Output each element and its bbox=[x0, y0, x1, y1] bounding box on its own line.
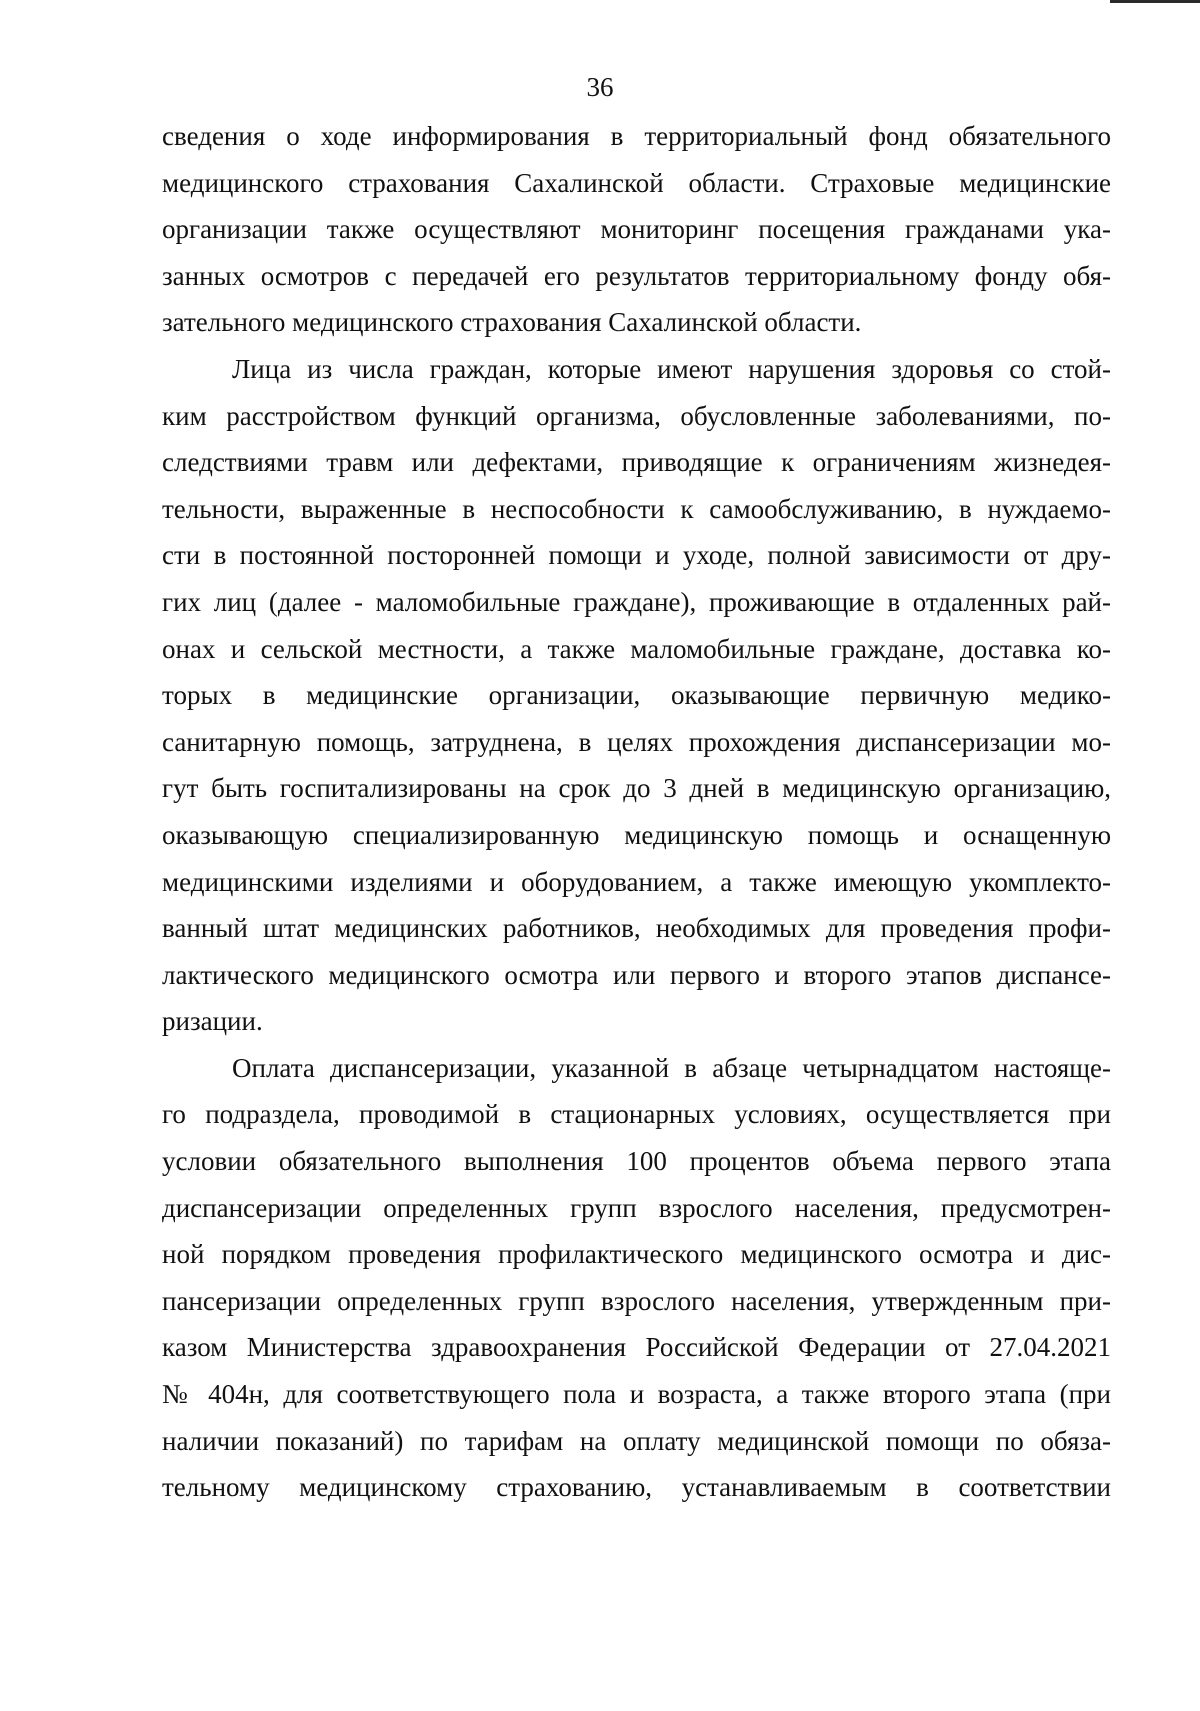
scan-edge-mark bbox=[1110, 0, 1200, 3]
text-line: го подраздела, проводимой в стационарных условиях, осуществляется при bbox=[162, 1099, 1111, 1130]
paragraph-3 bbox=[162, 1045, 1111, 1511]
text-line: гут быть госпитализированы на срок до 3 дней в медицинскую организацию, bbox=[162, 773, 1111, 804]
text-line: гих лиц (далее - маломобильные граждане), проживающие в отдаленных рай- bbox=[162, 586, 1111, 617]
text-line: организации также осуществляют мониторинг посещения гражданами ука- bbox=[162, 214, 1111, 245]
text-line: диспансеризации определенных групп взрослого населения, предусмотрен- bbox=[162, 1192, 1111, 1223]
text-line: зательного медицинского страхования Сахалинской области. bbox=[162, 307, 862, 338]
text-line: тельному медицинскому страхованию, устанавливаемым в соответствии bbox=[162, 1472, 1111, 1503]
text-line: занных осмотров с передачей его результатов территориальному фонду обя- bbox=[162, 260, 1111, 291]
page-number: 36 bbox=[586, 72, 614, 102]
text-line: сведения о ходе информирования в территориальный фонд обязательного bbox=[162, 121, 1111, 151]
text-line: № 404н, для соответствующего пола и возраста, а также второго этапа (при bbox=[162, 1379, 1111, 1410]
text-line: наличии показаний) по тарифам на оплату медицинской помощи по обяза- bbox=[162, 1425, 1111, 1456]
text-line: оказывающую специализированную медицинскую помощь и оснащенную bbox=[162, 819, 1111, 850]
text-line: онах и сельской местности, а также маломобильные граждане, доставка ко- bbox=[162, 633, 1111, 664]
text-line: ванный штат медицинских работников, необходимых для проведения профи- bbox=[162, 913, 1111, 944]
paragraph-2 bbox=[162, 346, 1111, 1045]
text-line: лактического медицинского осмотра или первого и второго этапов диспансе- bbox=[162, 959, 1111, 990]
body-text bbox=[162, 113, 1111, 1511]
text-line: санитарную помощь, затруднена, в целях прохождения диспансеризации мо- bbox=[162, 726, 1111, 757]
text-line: тельности, выраженные в неспособности к самообслуживанию, в нуждаемо- bbox=[162, 493, 1111, 524]
text-line: Лица из числа граждан, которые имеют нарушения здоровья со стой- bbox=[232, 353, 1111, 384]
text-line: казом Министерства здравоохранения Российской Федерации от 27.04.2021 bbox=[162, 1332, 1111, 1363]
text-line: следствиями травм или дефектами, приводящие к ограничениям жизнедея- bbox=[162, 447, 1111, 478]
text-line: торых в медицинские организации, оказывающие первичную медико- bbox=[162, 680, 1111, 711]
text-line: ризации. bbox=[162, 1006, 263, 1037]
text-line: Оплата диспансеризации, указанной в абзаце четырнадцатом настояще- bbox=[232, 1052, 1111, 1083]
text-line: пансеризации определенных групп взрослого населения, утвержденным при- bbox=[162, 1285, 1111, 1316]
text-line: медицинскими изделиями и оборудованием, а также имеющую укомплекто- bbox=[162, 866, 1111, 897]
text-line: ким расстройством функций организма, обусловленные заболеваниями, по- bbox=[162, 400, 1111, 431]
paragraph-1 bbox=[162, 113, 1111, 346]
text-line: ной порядком проведения профилактического медицинского осмотра и дис- bbox=[162, 1239, 1111, 1270]
text-line: сти в постоянной посторонней помощи и уходе, полной зависимости от дру- bbox=[162, 540, 1111, 571]
text-line: медицинского страхования Сахалинской области. Страховые медицинские bbox=[162, 167, 1111, 198]
text-line: условии обязательного выполнения 100 процентов объема первого этапа bbox=[162, 1146, 1111, 1177]
